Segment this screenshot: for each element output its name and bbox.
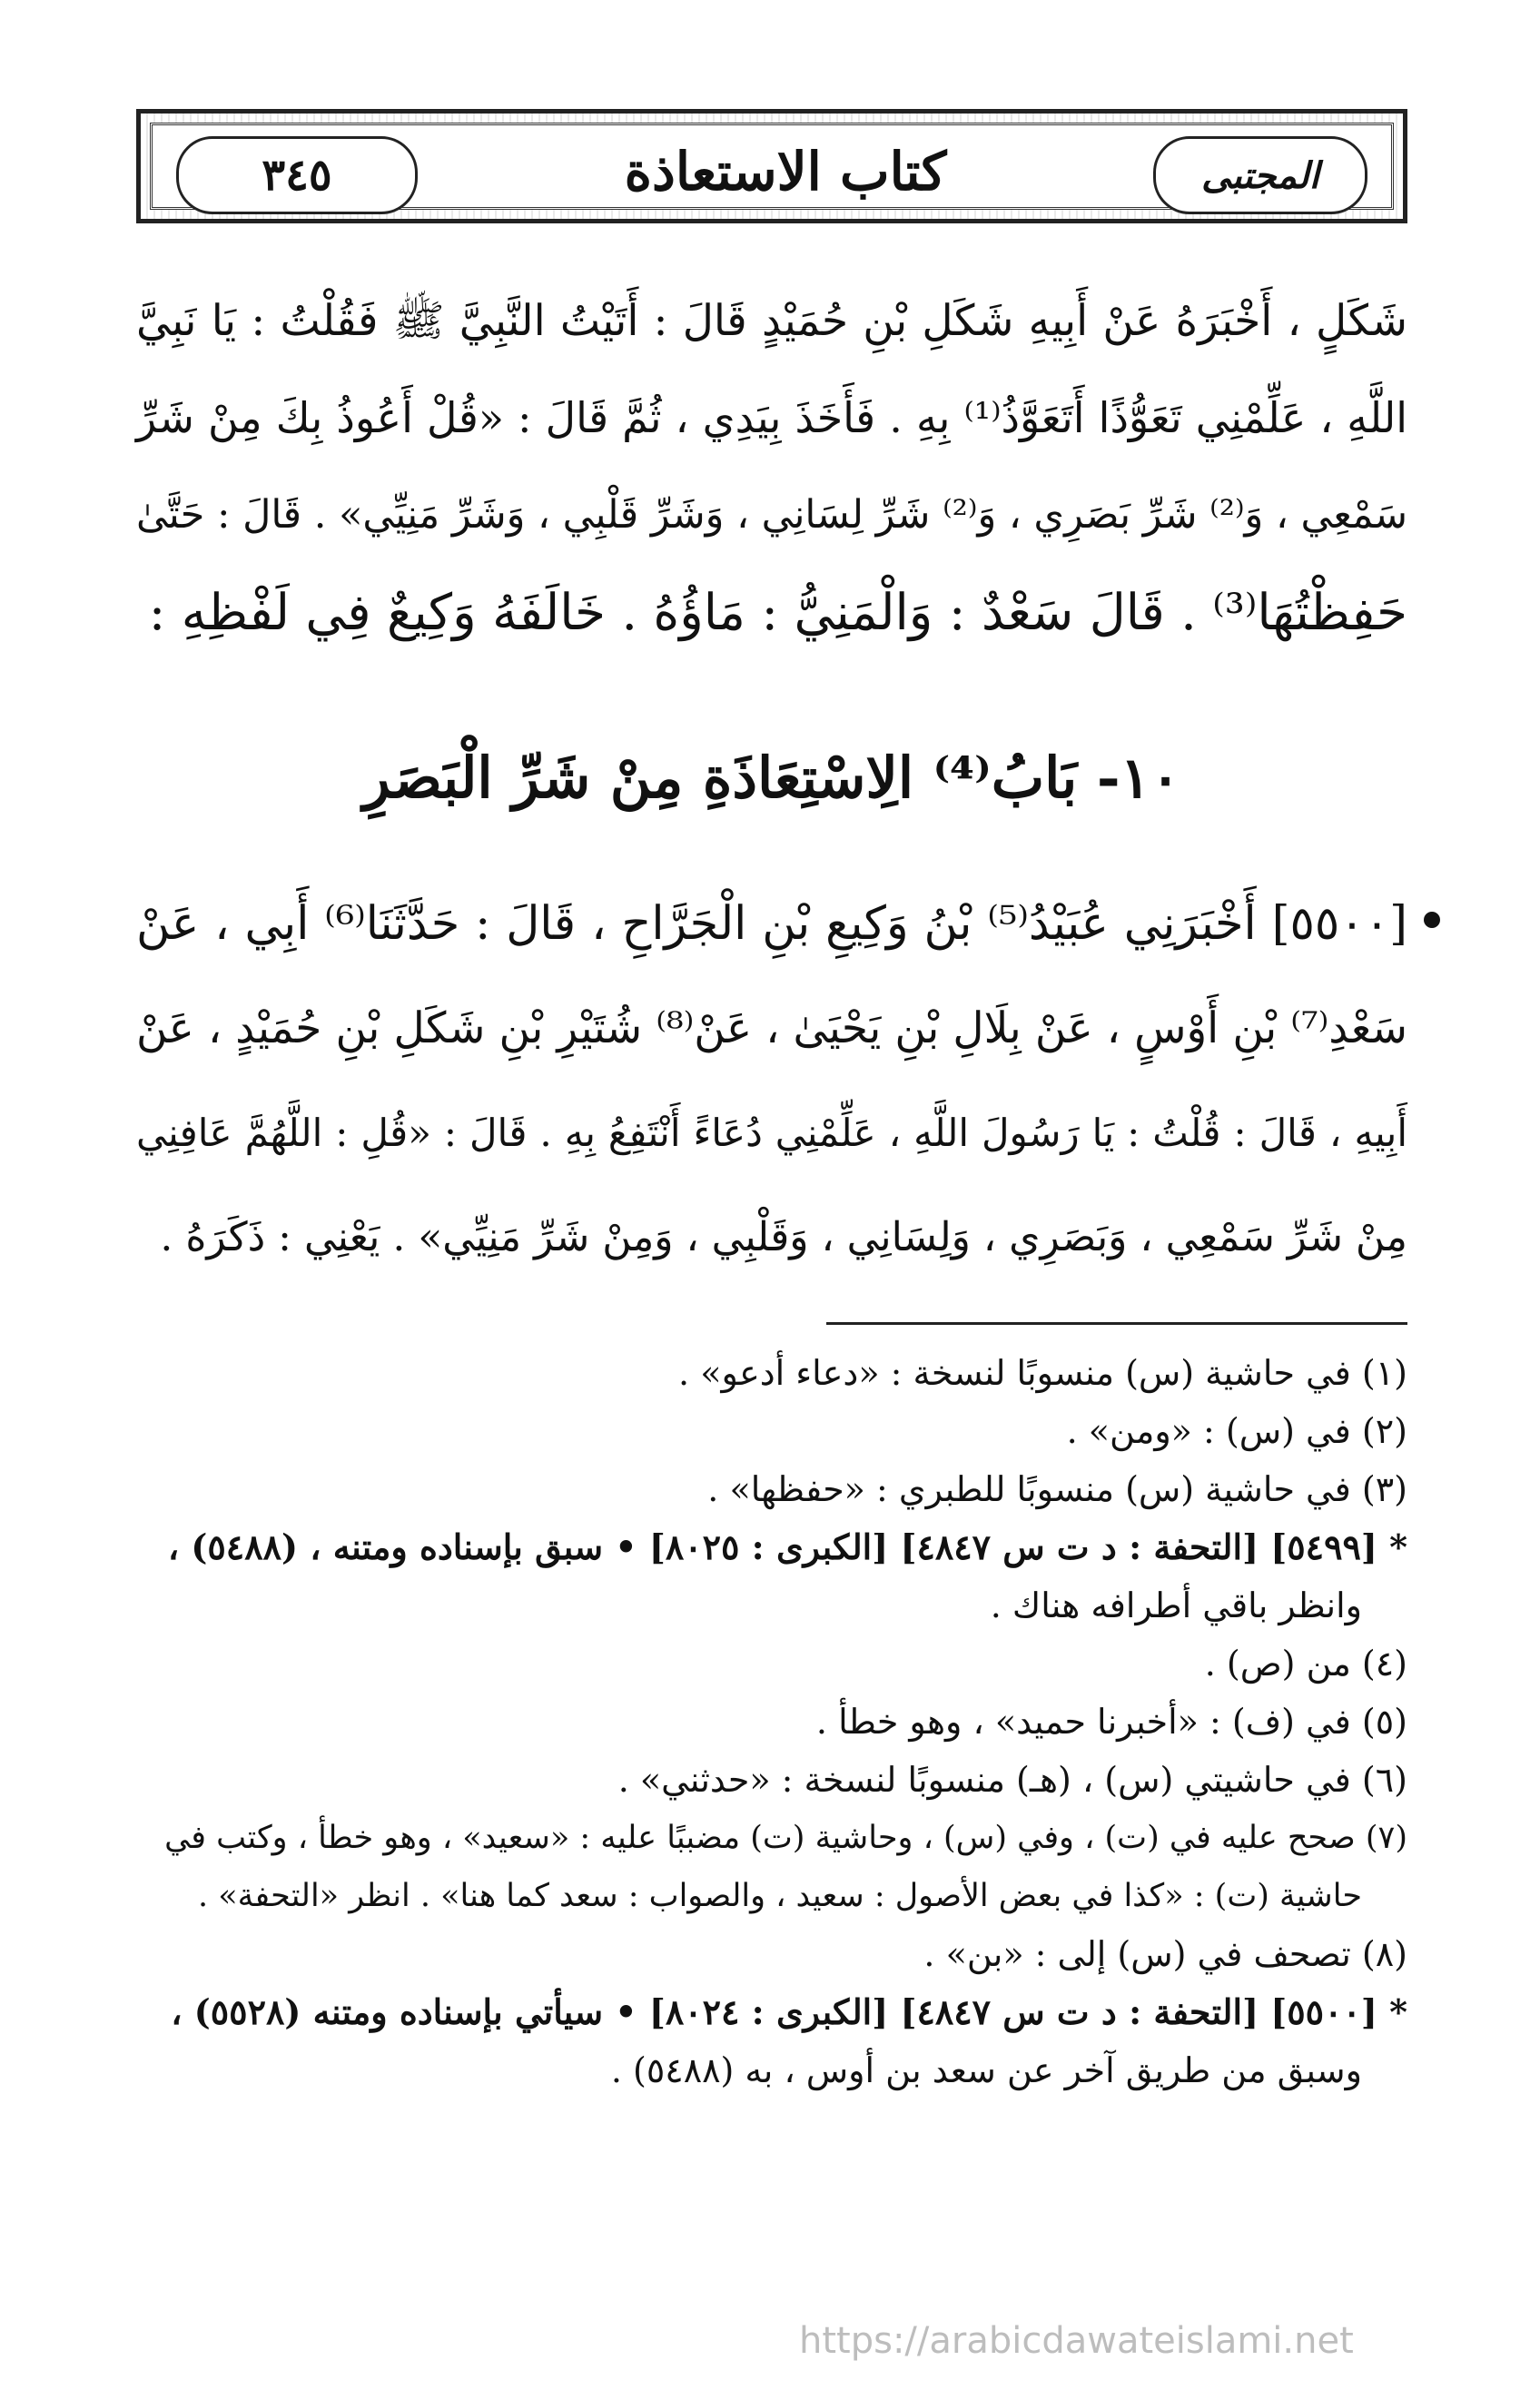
hadith-paragraph-continued: [136, 272, 1407, 661]
text-line: [٥٥٠٠] أَخْبَرَنِي عُبَيْدُ⁽⁵⁾ بْنُ وَكِيعِ بْنِ الْجَرَّاحِ ، قَالَ : حَدَّثَنَا⁽⁶⁾ أَبِي ، عَنْ: [136, 897, 1407, 951]
text-line: حَفِظْتُهَا⁽³⁾ . قَالَ سَعْدٌ : وَالْمَنِيُّ : مَاؤُهُ . خَالَفَهُ وَكِيعٌ فِي لَفْظِهِ :: [148, 583, 1407, 641]
section-heading: ١٠- بَابُ⁽⁴⁾ الِاسْتِعَاذَةِ مِنْ شَرِّ الْبَصَرِ: [362, 745, 1181, 811]
text-line: اللَّهِ ، عَلِّمْنِي تَعَوُّذًا أَتَعَوَّذُ⁽¹⁾ بِهِ . فَأَخَذَ بِيَدِي ، ثُمَّ قَالَ : «قُلْ أَعُوذُ بِكَ مِنْ شَرِّ: [136, 393, 1407, 442]
footnote: (٨) تصحف في (س) إلى : «بن» .: [923, 1934, 1407, 1974]
text-line: سَعْدِ⁽⁷⁾ بْنِ أَوْسٍ ، عَنْ بِلَالِ بْنِ يَحْيَىٰ ، عَنْ⁽⁸⁾ شُتَيْرِ بْنِ شَكَلِ بْنِ حُمَيْدٍ ، عَنْ: [136, 1003, 1407, 1053]
text-line: سَمْعِي ، وَ⁽²⁾ شَرِّ بَصَرِي ، وَ⁽²⁾ شَرِّ لِسَانِي ، وَشَرِّ قَلْبِي ، وَشَرِّ مَنِيِّي» . قَالَ : حَتَّىٰ: [135, 492, 1407, 538]
footnote: (٦) في حاشيتي (س) ، (هـ) منسوبًا لنسخة : «حدثني» .: [617, 1760, 1407, 1800]
book-logo-badge: [1153, 136, 1367, 214]
footnotes: [136, 1344, 1407, 2099]
footnote: (٥) في (ف) : «أخبرنا حميد» ، وهو خطأ .: [815, 1702, 1407, 1742]
takhrij-note: * [٥٤٩٩] [التحفة : د ت س ٤٨٤٧] [الكبرى : ٨٠٢٥] • سبق بإسناده ومتنه ، (٥٤٨٨) ،: [167, 1526, 1407, 1567]
text-line: شَكَلٍ ، أَخْبَرَهُ عَنْ أَبِيهِ شَكَلِ بْنِ حُمَيْدٍ قَالَ : أَتَيْتُ النَّبِيَّ ﷺ فَقُلْتُ : يَا نَبِيَّ: [136, 296, 1407, 346]
text-line: مِنْ شَرِّ سَمْعِي ، وَبَصَرِي ، وَلِسَانِي ، وَقَلْبِي ، وَمِنْ شَرِّ مَنِيِّي» . يَعْنِي : ذَكَرَهُ .: [160, 1214, 1407, 1260]
chapter-title: كتاب الاستعاذة: [624, 141, 947, 202]
takhrij-note-continued: وسبق من طريق آخر عن سعد بن أوس ، به (٥٤٨٨) .: [610, 2050, 1362, 2090]
footnote: (٢) في (س) : «ومن» .: [1066, 1411, 1407, 1451]
footnote: (٧) صحح عليه في (ت) ، وفي (س) ، وحاشية (ت) مضببًا عليه : «سعيد» ، وهو خطأ ، وكتب في: [164, 1820, 1407, 1856]
hadith-paragraph: [136, 872, 1407, 1289]
takhrij-note-continued: وانظر باقي أطرافه هناك .: [990, 1585, 1362, 1625]
footnote: (٤) من (ص) .: [1204, 1644, 1407, 1684]
page-header: [136, 109, 1407, 223]
footnote: (٣) في حاشية (س) منسوبًا للطبري : «حفظها» .: [707, 1469, 1407, 1509]
page-number: ٣٤٥: [262, 150, 332, 201]
header-frame: [150, 123, 1394, 210]
footnote: (١) في حاشية (س) منسوبًا لنسخة : «دعاء أدعو» .: [678, 1353, 1407, 1393]
watermark-url: https://arabicdawateislami.net: [799, 2320, 1354, 2362]
takhrij-note: * [٥٥٠٠] [التحفة : د ت س ٤٨٤٧] [الكبرى : ٨٠٢٤] • سيأتي بإسناده ومتنه (٥٥٢٨) ،: [171, 1991, 1407, 2032]
footnote-separator: [826, 1322, 1407, 1325]
text-line: أَبِيهِ ، قَالَ : قُلْتُ : يَا رَسُولَ اللَّهِ ، عَلِّمْنِي دُعَاءً أَنْتَفِعُ بِهِ . قَالَ : «قُلِ : اللَّهُمَّ عَافِنِي: [136, 1111, 1408, 1155]
bullet-dot-icon: [1424, 912, 1440, 928]
page-number-badge: [176, 136, 418, 214]
book-logo: المجتبى: [1201, 153, 1319, 197]
footnote-continued: حاشية (ت) : «كذا في بعض الأصول : سعيد ، والصواب : سعد كما هنا» . انظر «التحفة» .: [198, 1878, 1362, 1914]
